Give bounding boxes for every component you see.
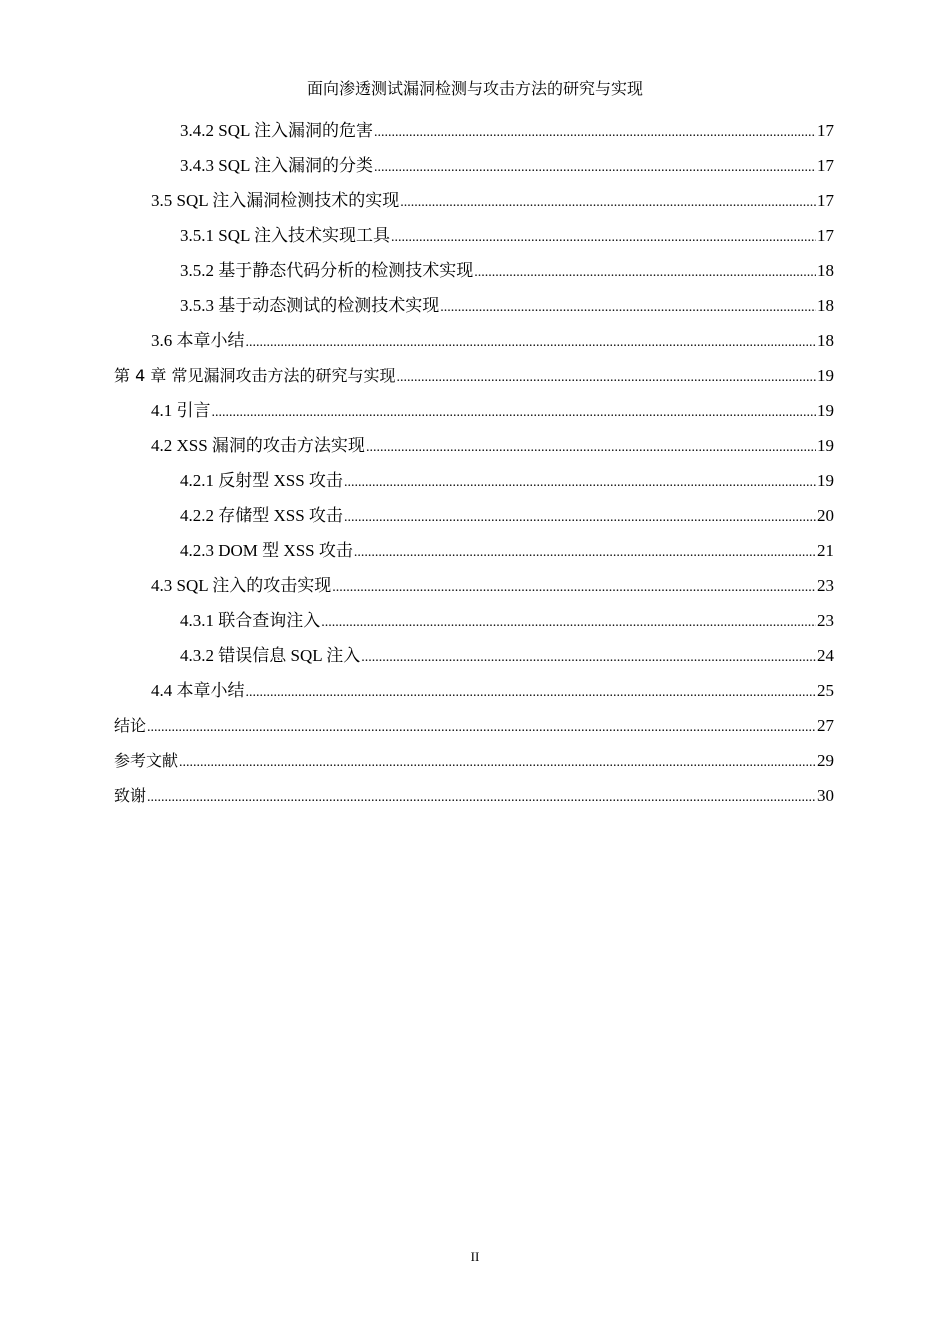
toc-entry-title: 4.3 SQL 注入的攻击实现 xyxy=(151,576,332,595)
toc-entry-page: 19 xyxy=(817,436,834,455)
toc-dot-leader xyxy=(147,713,816,743)
toc-entry[interactable] xyxy=(180,606,834,636)
toc-entry-title: 4.2.1 反射型 XSS 攻击 xyxy=(180,471,343,490)
toc-entry[interactable] xyxy=(180,151,834,181)
toc-dot-leader xyxy=(147,783,816,813)
toc-entry[interactable] xyxy=(151,186,834,216)
toc-entry-title: 4.3.2 错误信息 SQL 注入 xyxy=(180,646,361,665)
toc-entry-page: 25 xyxy=(817,681,834,700)
toc-entry-page: 21 xyxy=(817,541,834,560)
toc-entry-title: 4.2.2 存储型 XSS 攻击 xyxy=(180,506,343,525)
toc-dot-leader xyxy=(374,153,816,183)
toc-entry-page: 24 xyxy=(817,646,834,665)
toc-entry-title: 3.4.2 SQL 注入漏洞的危害 xyxy=(180,121,373,140)
toc-entry-page: 19 xyxy=(817,401,834,420)
toc-dot-leader xyxy=(374,118,816,148)
toc-dot-leader xyxy=(344,468,816,498)
toc-entry-page: 23 xyxy=(817,611,834,630)
toc-entry-page: 17 xyxy=(817,121,834,140)
toc-entry[interactable] xyxy=(180,466,834,496)
toc-entry-title: 第 4 章 常见漏洞攻击方法的研究与实现 xyxy=(114,366,396,385)
toc-entry-page: 18 xyxy=(817,331,834,350)
toc-entry-title: 4.4 本章小结 xyxy=(151,681,245,700)
toc-entry[interactable] xyxy=(180,501,834,531)
toc-entry-title: 3.5.2 基于静态代码分析的检测技术实现 xyxy=(180,261,474,280)
toc-entry-title: 致谢 xyxy=(114,786,147,805)
toc-dot-leader xyxy=(474,258,816,288)
toc-entry-page: 20 xyxy=(817,506,834,525)
toc-entry-page: 29 xyxy=(817,751,834,770)
toc-entry-title: 4.2 XSS 漏洞的攻击方法实现 xyxy=(151,436,365,455)
toc-entry-page: 27 xyxy=(817,716,834,735)
toc-dot-leader xyxy=(400,188,816,218)
toc-entry-page: 23 xyxy=(817,576,834,595)
toc-dot-leader xyxy=(396,363,816,393)
toc-entry-title: 3.6 本章小结 xyxy=(151,331,245,350)
toc-entry[interactable] xyxy=(180,641,834,671)
toc-dot-leader xyxy=(366,433,816,463)
page-number: II xyxy=(470,1249,480,1264)
toc-entry-page: 17 xyxy=(817,191,834,210)
toc-entry-title: 3.5.3 基于动态测试的检测技术实现 xyxy=(180,296,440,315)
toc-dot-leader xyxy=(361,643,816,673)
toc-entry[interactable] xyxy=(151,676,834,706)
toc-entry-page: 18 xyxy=(817,261,834,280)
toc-entry[interactable] xyxy=(180,536,834,566)
toc-entry-title: 4.3.1 联合查询注入 xyxy=(180,611,321,630)
toc-entry-page: 17 xyxy=(817,156,834,175)
toc-dot-leader xyxy=(321,608,816,638)
toc-entry[interactable] xyxy=(151,396,834,426)
toc-entry[interactable] xyxy=(151,431,834,461)
toc-entry-chapter[interactable] xyxy=(114,361,834,391)
toc-dot-leader xyxy=(391,223,816,253)
toc-dot-leader xyxy=(246,328,817,358)
toc-entry-title: 结论 xyxy=(114,716,147,735)
toc-entry-chapter[interactable] xyxy=(114,781,834,811)
toc-entry-title: 3.5.1 SQL 注入技术实现工具 xyxy=(180,226,390,245)
toc-dot-leader xyxy=(212,398,817,428)
running-header: 面向渗透测试漏洞检测与攻击方法的研究与实现 xyxy=(306,81,643,98)
toc-entry[interactable] xyxy=(180,221,834,251)
toc-entry[interactable] xyxy=(151,571,834,601)
toc-entry-title: 4.1 引言 xyxy=(151,401,211,420)
toc-entry-page: 19 xyxy=(817,471,834,490)
toc-entry-title: 3.5 SQL 注入漏洞检测技术的实现 xyxy=(151,191,400,210)
toc-dot-leader xyxy=(332,573,816,603)
toc-entry-page: 19 xyxy=(817,366,834,385)
toc-entry[interactable] xyxy=(180,116,834,146)
toc-entry-title: 参考文献 xyxy=(114,751,179,770)
toc-dot-leader xyxy=(440,293,816,323)
toc-entry-title: 4.2.3 DOM 型 XSS 攻击 xyxy=(180,541,353,560)
toc-entry[interactable] xyxy=(180,291,834,321)
toc-dot-leader xyxy=(179,748,816,778)
toc-dot-leader xyxy=(344,503,816,533)
toc-entry[interactable] xyxy=(151,326,834,356)
toc-entry-page: 30 xyxy=(817,786,834,805)
toc-dot-leader xyxy=(246,678,817,708)
toc-entry[interactable] xyxy=(180,256,834,286)
toc-entry-title: 3.4.3 SQL 注入漏洞的分类 xyxy=(180,156,373,175)
toc-dot-leader xyxy=(354,538,816,568)
toc-entry-chapter[interactable] xyxy=(114,746,834,776)
toc-entry-page: 17 xyxy=(817,226,834,245)
toc-entry-page: 18 xyxy=(817,296,834,315)
toc-entry-chapter[interactable] xyxy=(114,711,834,741)
